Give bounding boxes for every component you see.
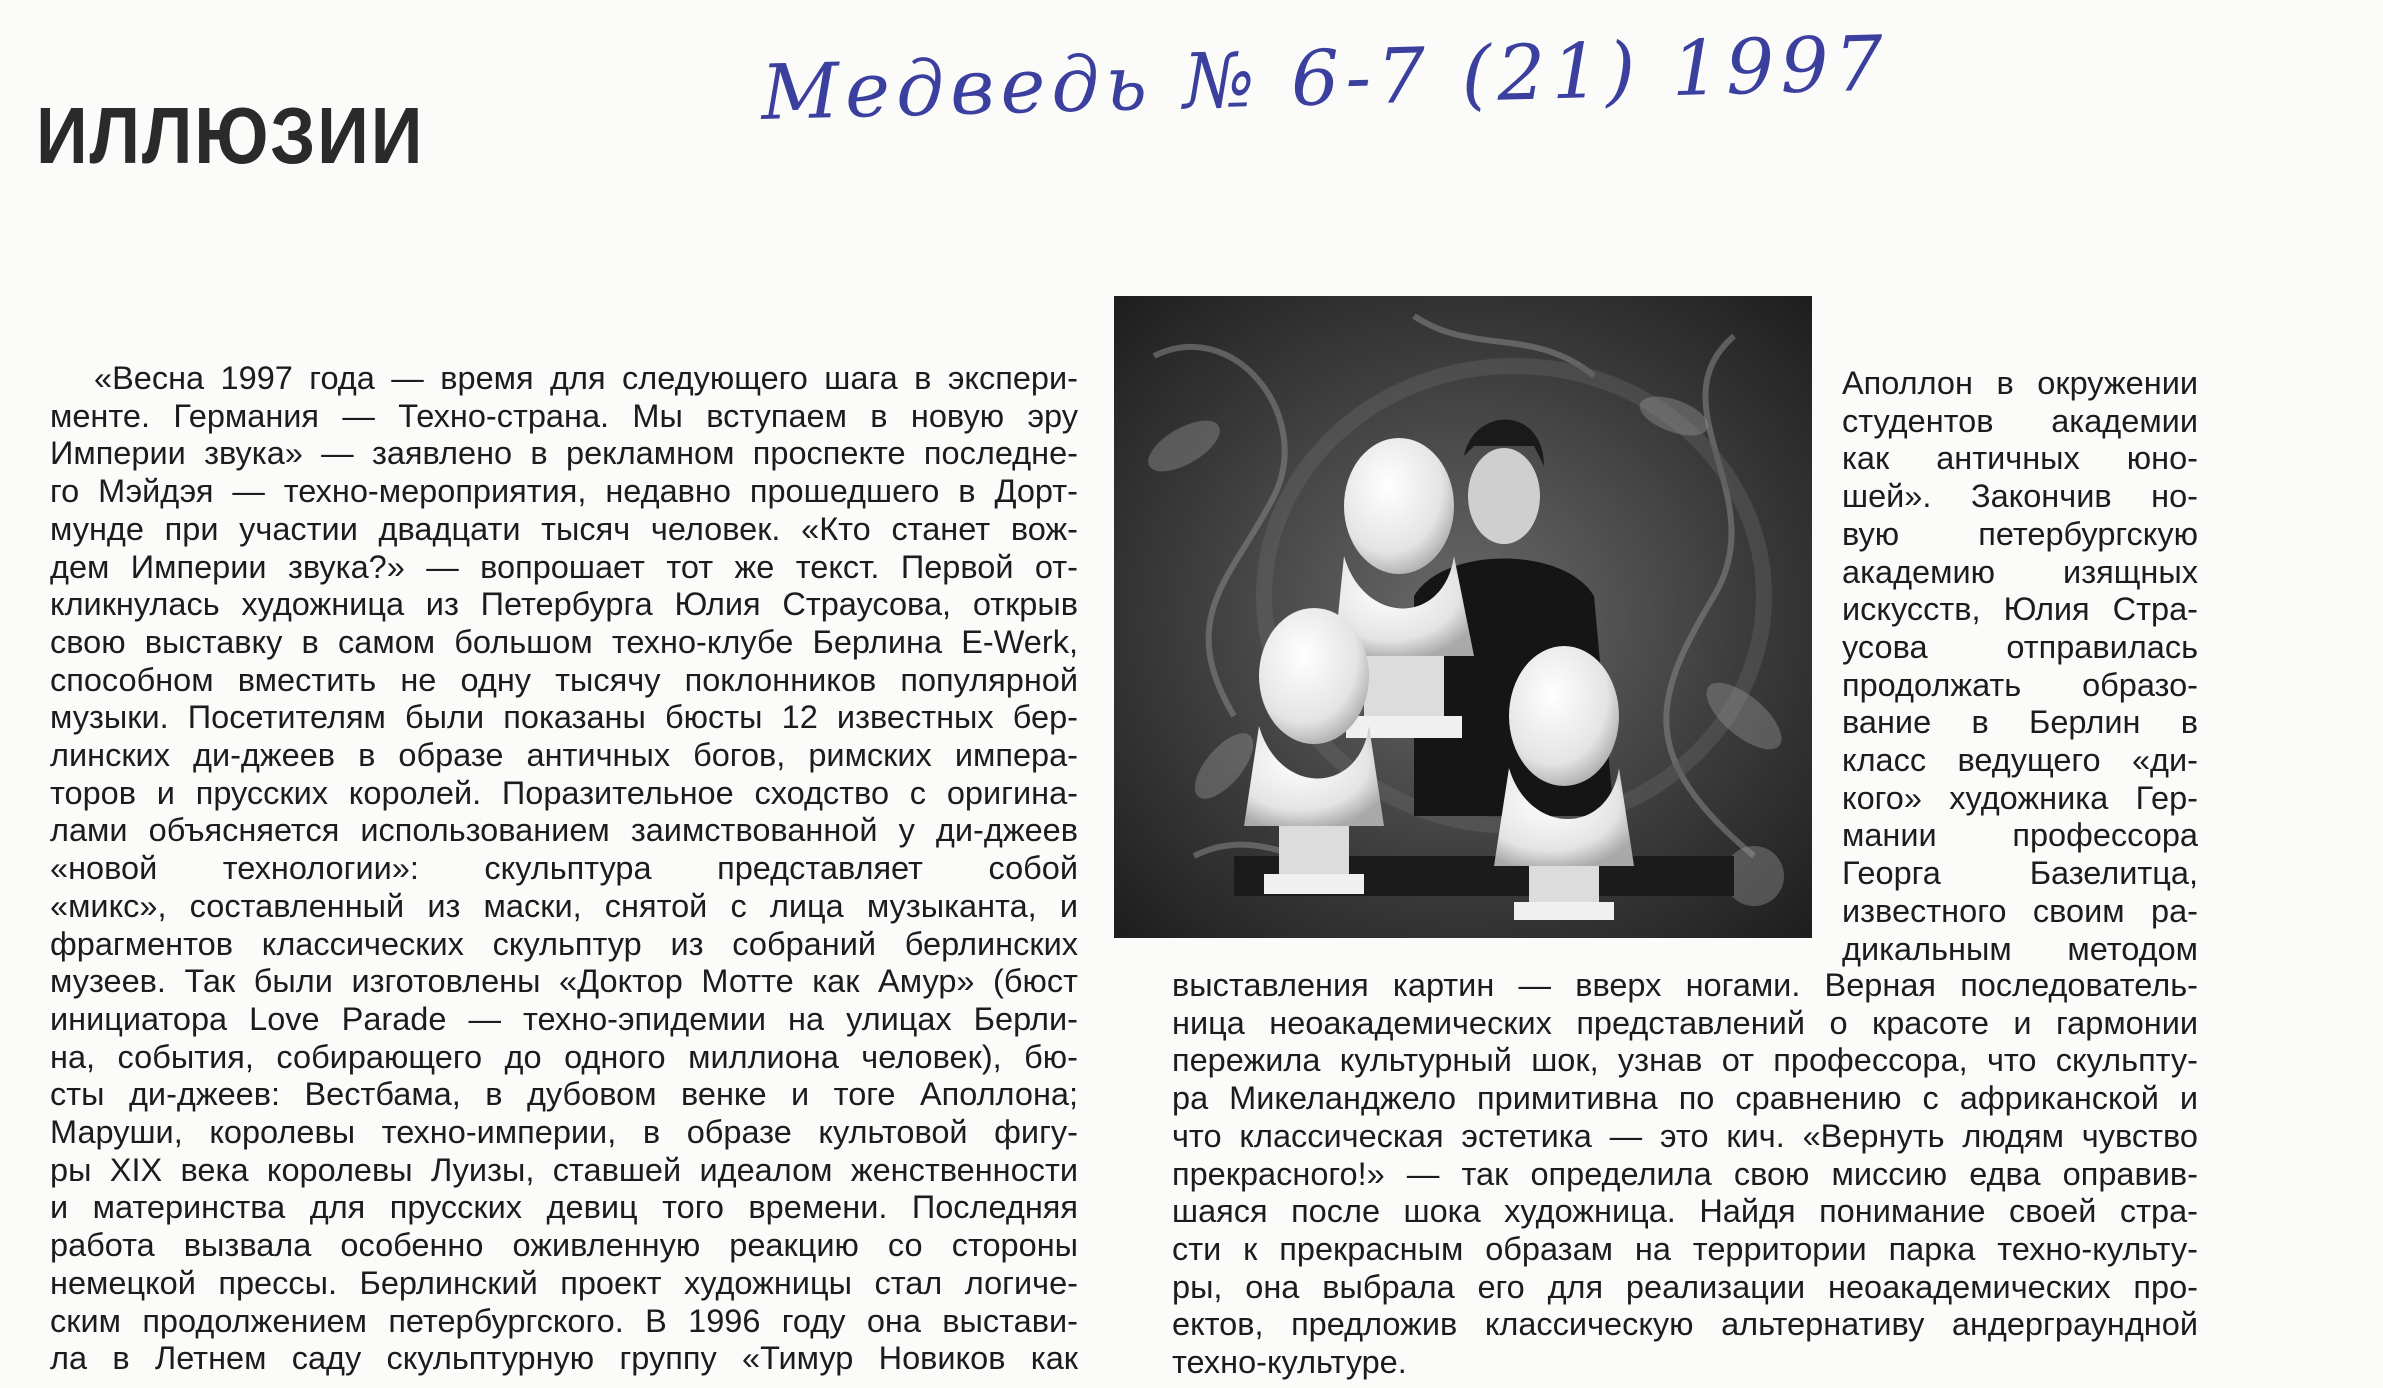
text-line: музеев. Так были изготовлены «Доктор Мотте как Амур» (бюст [50,963,1078,1000]
text-line: вание в Берлин в [1842,704,2198,741]
photo-artist-with-busts [1114,296,1812,938]
text-line: «новой технологии»: скульптура представляет собой [50,850,1078,887]
text-line: ница неоакадемических представлений о красоте и гармонии [1172,1004,2198,1041]
text-line: дем Империи звука?» — вопрошает тот же текст. Первой от- [50,548,1078,585]
text-line: ла в Летнем саду скульптурную группу «Тимур Новиков как [50,1340,1078,1377]
text-line: «Весна 1997 года — время для следующего шага в экспери- [94,360,1078,396]
text-line: шаяся после шока художница. Найдя понимание своей стра- [1172,1193,2198,1230]
text-line: прекрасного!» — так определила свою миссию едва оправив- [1172,1155,2198,1192]
text-line: музыки. Посетителям были показаны бюсты 12 известных бер- [50,699,1078,736]
text-line: усова отправилась [1842,628,2198,665]
text-line: ры, она выбрала его для реализации неоакадемических про- [1172,1268,2198,1305]
text-line: продолжать образо- [1842,666,2198,703]
text-line: немецкой прессы. Берлинский проект художницы стал логиче- [50,1264,1078,1301]
text-line: выставления картин — вверх ногами. Верная последователь- [1172,967,2198,1003]
photo-illustration [1114,296,1812,938]
text-line: способном вместить не одну тысячу поклонников популярной [50,661,1078,698]
text-line: фрагментов классических скульптур из собраний берлинских [50,925,1078,962]
text-line: линских ди-джеев в образе античных богов, римских импера- [50,737,1078,774]
text-line: Маруши, королевы техно-империи, в образе культовой фигу- [50,1114,1078,1151]
text-line: Империи звука» — заявлено в рекламном проспекте последне- [50,435,1078,472]
text-line: кого» художника Гер- [1842,779,2198,816]
text-line: инициатора Love Parade — техно-эпидемии на улицах Берли- [50,1000,1078,1037]
text-line: искусств, Юлия Стра- [1842,591,2198,628]
handwritten-source-note: Медведь № 6-7 (21) 1997 [760,18,1891,137]
left-text-column [50,360,1078,1378]
text-line: ра Микеланджело примитивна по сравнению с африканской и [1172,1080,2198,1117]
text-line: ры XIX века королевы Луизы, ставшей идеалом женственности [50,1151,1078,1188]
text-line: Георга Базелитца, [1842,855,2198,892]
text-line: торов и прусских королей. Поразительное сходство с оригина- [50,774,1078,811]
text-line: Аполлон в окружении [1842,365,2198,401]
text-line: кликнулась художница из Петербурга Юлия Страусова, открыв [50,586,1078,623]
bottom-text-block [1172,967,2198,1382]
text-line: известного своим ра- [1842,892,2198,929]
text-line: го Мэйдэя — техно-мероприятия, недавно прошедшего в Дорт- [50,473,1078,510]
text-line: ским продолжением петербургского. В 1996 году она выстави- [50,1302,1078,1339]
text-line: класс ведущего «ди- [1842,742,2198,779]
text-line: академию изящных [1842,553,2198,590]
text-line: ектов, предложив классическую альтернативу андерграундной [1172,1306,2198,1343]
text-line: и материнства для прусских девиц того времени. Последняя [50,1189,1078,1226]
text-line: работа вызвала особенно оживленную реакцию со стороны [50,1227,1078,1264]
text-line: «микс», составленный из маски, снятой с лица музыканта, и [50,887,1078,924]
article-heading: ИЛЛЮЗИИ [36,91,425,180]
text-line: на, события, собирающего до одного миллиона человек), бю- [50,1038,1078,1075]
text-line: мании профессора [1842,817,2198,854]
text-line: дикальным методом [1842,930,2198,967]
text-line: вую петербургскую [1842,515,2198,552]
text-line: сты ди-джеев: Вестбама, в дубовом венке и тоге Аполлона; [50,1076,1078,1113]
text-line: студентов академии [1842,402,2198,439]
text-line: лами объясняется использованием заимствованной у ди-джеев [50,812,1078,849]
text-line: сти к прекрасным образам на территории парка техно-культу- [1172,1230,2198,1267]
text-line: как античных юно- [1842,440,2198,477]
text-line: мунде при участии двадцати тысяч человек. «Кто станет вож- [50,510,1078,547]
text-line: шей». Закончив но- [1842,478,2198,515]
text-line: менте. Германия — Техно-страна. Мы вступаем в новую эру [50,397,1078,434]
text-line: что классическая эстетика — это кич. «Вернуть людям чувство [1172,1117,2198,1154]
text-line: техно-культуре. [1172,1344,1407,1381]
text-line: свою выставку в самом большом техно-клубе Берлина E-Werk, [50,623,1078,660]
text-line: пережила культурный шок, узнав от професcора, что скульпту- [1172,1042,2198,1079]
right-text-column [1842,365,2198,968]
